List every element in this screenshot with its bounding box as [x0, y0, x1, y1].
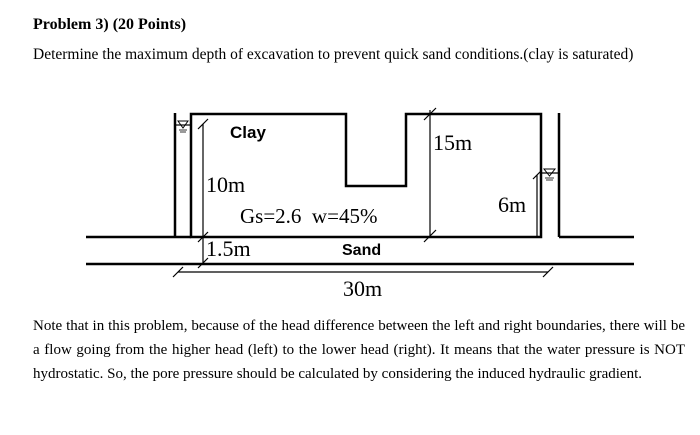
note-paragraph: Note that in this problem, because of the head difference between the left and right boundaries, there will be a flow going from the higher head (left) to the lower head (right). It means that the water pressure is NOT hydrostatic. So, the pore pressure should be calculated by considering the induced hydraulic gradient. — [33, 318, 685, 382]
left-water-table-icon — [178, 121, 188, 132]
dim-1-5m-label: 1.5m — [206, 236, 251, 261]
dim-15m-label: 15m — [433, 130, 473, 155]
problem-title: Problem 3) (20 Points) — [33, 16, 187, 33]
soil-properties-label: Gs=2.6 w=45% — [240, 204, 378, 228]
sand-label: Sand — [342, 242, 382, 259]
right-water-table-icon — [544, 169, 555, 180]
dim-10m-label: 10m — [206, 172, 246, 197]
problem-question: Determine the maximum depth of excavation to prevent quick sand conditions.(clay is saturated) — [33, 46, 634, 63]
dim-30m-label: 30m — [343, 276, 383, 301]
clay-label: Clay — [230, 123, 266, 142]
dim-6m-label: 6m — [498, 192, 527, 217]
